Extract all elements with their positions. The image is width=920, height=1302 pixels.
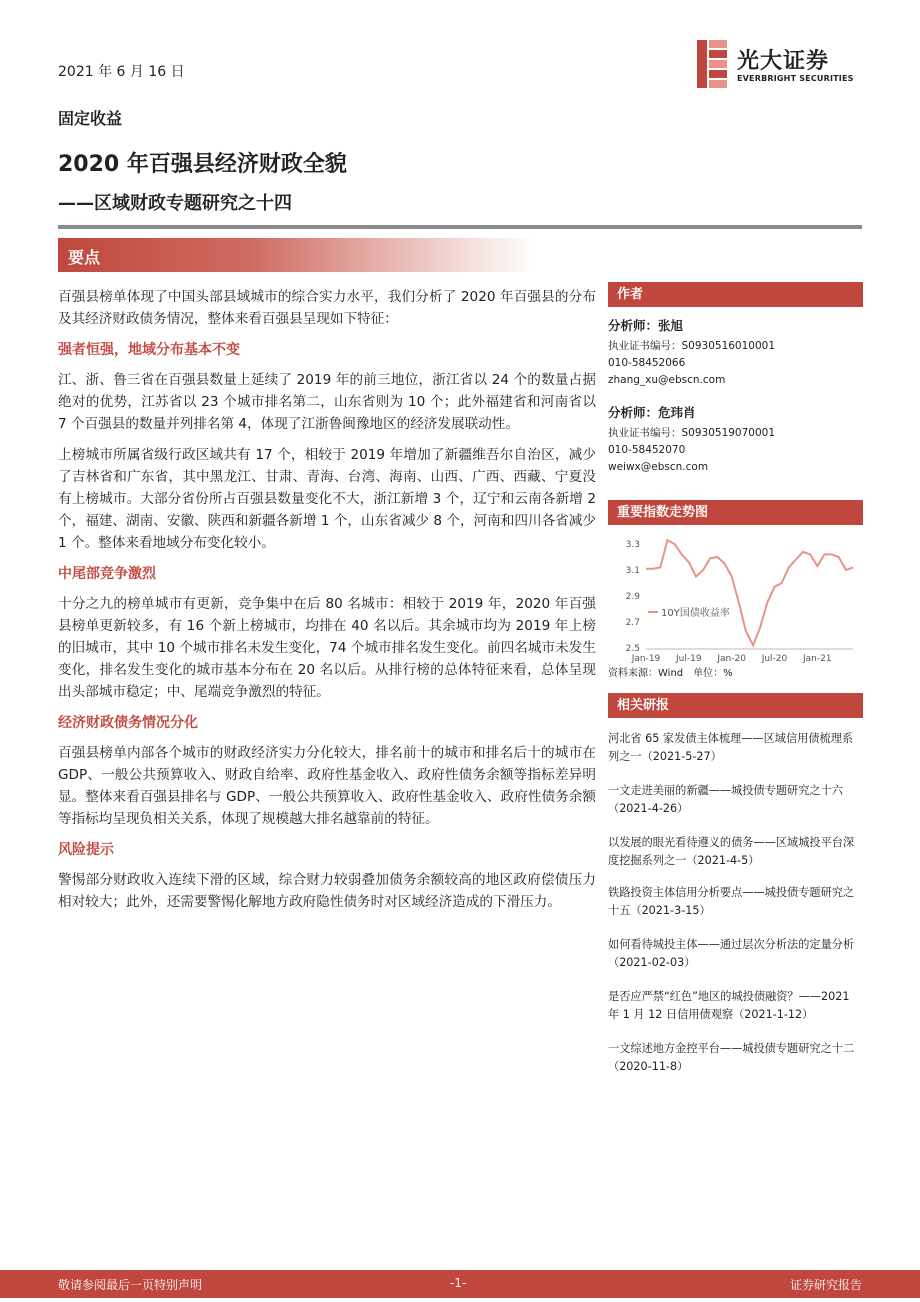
brand-name-en: EVERBRIGHT SECURITIES <box>737 74 854 83</box>
section-paragraph: 百强县榜单内部各个城市的财政经济实力分化较大，排名前十的城市和排名后十的城市在 GDP、一般公共预算收入、财政自给率、政府性基金收入、政府性债务余额等指标差异明显。整体来看百强县排名与 GDP、一般公共预算收入、政府性基金收入、政府性债务余额等指标均呈现负相关关系，体现了规模越大排名越靠前的特征。 <box>58 745 596 827</box>
page-number: -1- <box>450 1276 467 1290</box>
x-tick-label: Jul-20 <box>761 654 788 664</box>
analyst-name: 分析师：危玮肖 <box>608 405 696 420</box>
related-report-link[interactable]: 如何看待城投主体——通过层次分析法的定量分析（2021-02-03） <box>608 938 855 969</box>
section-paragraph: 警惕部分财政收入连续下滑的区域，综合财力较弱叠加债务余额较高的地区政府偿债压力相对较大；此外，还需要警惕化解地方政府隐性债务时对区域经济造成的下滑压力。 <box>58 872 596 910</box>
index-chart-header <box>608 500 863 525</box>
section-heading: 经济财政债务情况分化 <box>58 715 198 731</box>
related-report-link[interactable]: 河北省 65 家发债主体梳理——区域信用债梳理系列之一（2021-5-27） <box>608 732 854 763</box>
analyst-cert: 执业证书编号：S0930516010001 <box>608 340 776 352</box>
related-research-heading: 相关研报 <box>608 693 863 718</box>
analyst-phone: 010-58452070 <box>608 444 686 456</box>
key-points-label: 要点 <box>68 248 101 267</box>
report-subtitle: ——区域财政专题研究之十四 <box>58 193 292 214</box>
x-tick-label: Jan-21 <box>803 654 832 664</box>
report-category: 固定收益 <box>58 109 123 128</box>
analyst-card <box>608 316 863 389</box>
related-report-link[interactable]: 以发展的眼光看待遵义的债务——区域城投平台深度挖掘系列之一（2021-4-5） <box>608 836 855 867</box>
y-tick-label: 3.1 <box>625 566 640 576</box>
intro-paragraph: 百强县榜单体现了中国头部县域城市的综合实力水平，我们分析了 2020 年百强县的分布及其经济财政债务情况，整体来看百强县呈现如下特征： <box>58 289 596 327</box>
section-paragraph: 十分之九的榜单城市有更新，竞争集中在后 80 名城市：相较于 2019 年，2020 年百强县榜单更新较多，有 16 个新上榜城市，均排在 40 名以后。其余城市均为 2019 年上榜的旧城市，其中 10 个城市排名未发生变化，74 个城市排名发生变化。前四名城市未发生变化，排名发生变化的城市基本分布在 20 名以后。从排行榜的总体特征来看，总体呈现出头部城市稳定；中、尾端竞争激烈的特征。 <box>58 596 596 700</box>
report-date: 2021 年 6 月 16 日 <box>58 64 185 80</box>
analyst-card <box>608 403 863 476</box>
main-content <box>58 286 596 922</box>
analyst-email[interactable]: weiwx@ebscn.com <box>608 461 709 473</box>
series-line-10y-yield <box>646 540 853 645</box>
y-tick-label: 2.7 <box>625 618 640 628</box>
legend-label: 10Y国债收益率 <box>661 608 730 619</box>
analyst-name: 分析师：张旭 <box>608 318 684 333</box>
index-chart-heading: 重要指数走势图 <box>608 500 863 525</box>
authors-panel <box>608 282 863 476</box>
x-tick-label: Jan-19 <box>631 654 661 664</box>
everbright-logo-icon <box>697 40 729 88</box>
analyst-phone: 010-58452066 <box>608 357 686 369</box>
y-tick-label: 2.9 <box>625 592 640 602</box>
analyst-cert: 执业证书编号：S0930519070001 <box>608 427 776 439</box>
footer-report-type: 证券研究报告 <box>789 1278 862 1292</box>
section-heading: 中尾部竞争激烈 <box>58 566 156 582</box>
page-footer <box>0 1270 920 1298</box>
brand-name-cn: 光大证券 <box>737 49 830 74</box>
related-report-link[interactable]: 是否应严禁“红色”地区的城投债融资？——2021 年 1 月 12 日信用债观察（2021-1-12） <box>608 990 850 1021</box>
title-divider <box>58 225 862 229</box>
x-tick-label: Jan-20 <box>717 654 746 664</box>
authors-heading: 作者 <box>608 282 863 307</box>
related-report-link[interactable]: 一文综述地方金控平台——城投债专题研究之十二（2020-11-8） <box>608 1042 855 1073</box>
x-tick-label: Jul-19 <box>676 654 702 664</box>
section-paragraph: 江、浙、鲁三省在百强县数量上延续了 2019 年的前三地位，浙江省以 24 个的数量占据绝对的优势，江苏省以 23 个城市排名第二，山东省则为 10 个；此外福建省和河南省以 7 个百强县的数量并列排名第 4，体现了江浙鲁闽豫地区的经济发展联动性。 <box>58 372 596 432</box>
bond-yield-chart <box>608 530 863 680</box>
y-tick-label: 3.3 <box>625 540 640 550</box>
chart-source-note: 资料来源：Wind 单位：% <box>608 668 733 679</box>
y-tick-label: 2.5 <box>625 644 640 654</box>
brand-logo <box>697 40 867 92</box>
section-heading: 风险提示 <box>58 842 114 858</box>
section-heading: 强者恒强，地域分布基本不变 <box>58 342 240 358</box>
related-research-header <box>608 693 863 718</box>
related-report-link[interactable]: 一文走进美丽的新疆——城投债专题研究之十六（2021-4-26） <box>608 784 843 815</box>
related-research-list <box>608 730 863 1092</box>
analyst-email[interactable]: zhang_xu@ebscn.com <box>608 374 726 386</box>
report-title: 2020 年百强县经济财政全貌 <box>58 152 347 177</box>
key-points-banner <box>58 238 538 272</box>
section-paragraph: 上榜城市所属省级行政区域共有 17 个，相较于 2019 年增加了新疆维吾尔自治区，减少了吉林省和广东省，其中黑龙江、甘肃、青海、台湾、海南、山西、广西、西藏、宁夏没有上榜城市。大部分省份所占百强县数量变化不大，浙江新增 3 个，辽宁和云南各新增 2 个，福建、湖南、安徽、陕西和新疆各新增 1 个，山东省减少 8 个，河南和四川各省减少 1 个。整体来看地域分布变化较小。 <box>58 447 596 551</box>
footer-disclaimer: 敬请参阅最后一页特别声明 <box>58 1278 203 1292</box>
related-report-link[interactable]: 铁路投资主体信用分析要点——城投债专题研究之十五（2021-3-15） <box>608 886 855 917</box>
